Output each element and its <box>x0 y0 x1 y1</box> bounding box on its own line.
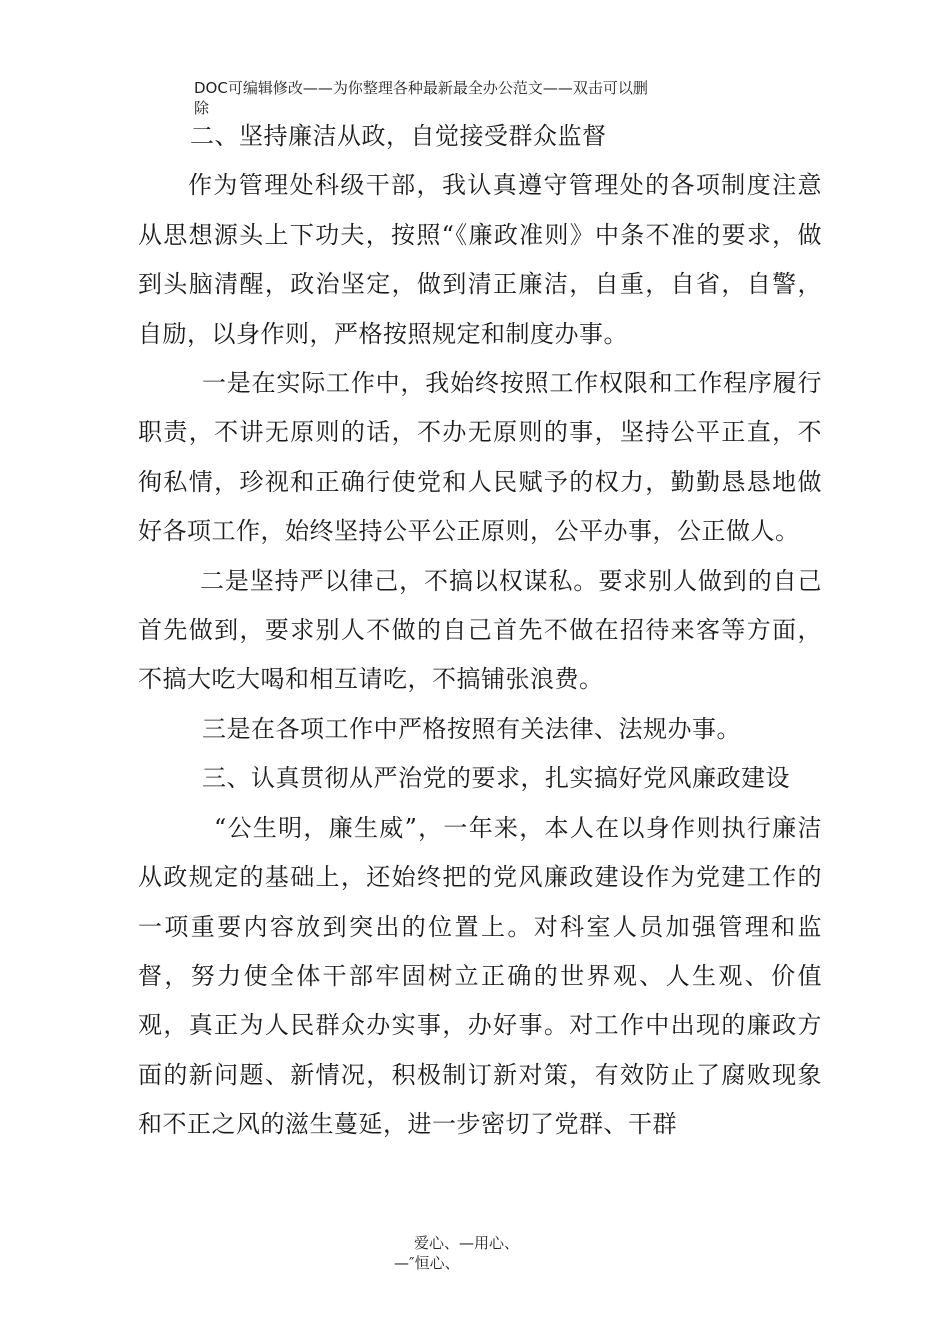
header-line-2: 除 <box>194 99 210 117</box>
section-heading-3: 三、认真贯彻从严治党的要求，扎实搞好党风廉政建设 <box>202 764 790 793</box>
paragraph-1: 作为管理处科级干部，我认真遵守管理处的各项制度注意从思想源头上下功夫，按照“《廉政准则》中条不准的要求，做到头脑清醒，政治坚定，做到清正廉洁，自重，自省，自警，自励，以身作则，严格按照规定和制度办事。 <box>138 171 822 348</box>
header-line-1: DOC可编辑修改——为你整理各种最新最全办公范文——双击可以删 <box>194 79 648 97</box>
paragraph-3: 二是坚持严以律己，不搞以权谋私。要求别人做到的自己首先做到，要求别人不做的自己首先不做在招待来客等方面，不搞大吃大喝和相互请吃，不搞铺张浪费。 <box>138 566 822 694</box>
paragraph-4: 三是在各项工作中严格按照有关法律、法规办事。 <box>202 714 741 743</box>
paragraph-2: 一是在实际工作中，我始终按照工作权限和工作程序履行职责，不讲无原则的话，不办无原则的事，坚持公平正直，不徇私情，珍视和正确行使党和人民赋予的权力，勤勤恳恳地做好各项工作，始终坚持公平公正原则，公平办事，公正做人。 <box>138 369 822 546</box>
document-body <box>138 112 822 1150</box>
section-heading-2: 二、坚持廉洁从政，自觉接受群众监督 <box>190 122 607 150</box>
footer-line-2: —″恒心、 <box>394 1254 460 1272</box>
page-footer <box>394 1233 594 1273</box>
paragraph-5: “公生明，廉生威”，一年来，本人在以身作则执行廉洁从政规定的基础上，还始终把的党风廉政建设作为党建工作的一项重要内容放到突出的位置上。对科室人员加强管理和监督，努力使全体干部牢固树立正确的世界观、人生观、价值观，真正为人民群众办实事，办好事。对工作中出现的廉政方面的新问题、新情况，积极制订新对策，有效防止了腐败现象和不正之风的滋生蔓延，进一步密切了党群、干群 <box>138 813 822 1139</box>
footer-line-1: 爱心、—用心、 <box>414 1234 520 1252</box>
